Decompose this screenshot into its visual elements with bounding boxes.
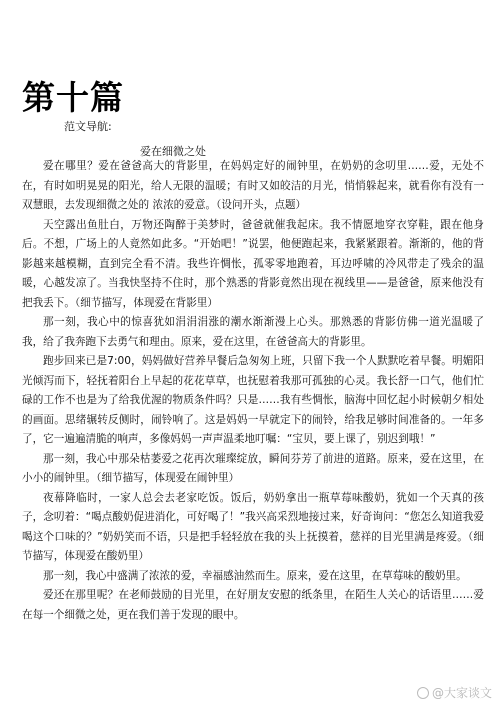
paragraph-5: 那一刻，我心中那朵枯萎爱之花再次璀璨绽放，瞬间芬芳了前进的道路。原来，爱在这里，在小小的闹钟里。（细节描写，体现爱在闹钟里） (22, 452, 484, 484)
paragraph-3: 那一刻，我心中的惊喜犹如涓涓涓涨的潮水渐渐漫上心头。那熟悉的背影仿佛一道光温暖了我，给了我奔跑下去勇气和理由。原来，爱在这里，在爸爸高大的背影里。 (22, 316, 484, 348)
watermark (417, 684, 492, 701)
essay-title: 爱在细微之处 (140, 145, 206, 158)
paragraph-6: 夜幕降临时，一家人总会去老家吃饭。饭后，奶奶拿出一瓶草莓味酸奶，犹如一个天真的孩子，念叨着：“喝点酸奶促进消化，可好喝了！”我兴高采烈地接过来，好奇询问：“您怎么知道我爱喝这个口味的？”奶奶笑而不语，只是把手轻轻放在我的头上抚摸着，慈祥的目光里满是疼爱。（细节描写，体现爱在酸奶里） (22, 491, 484, 562)
paragraph-4: 跑步回来已是7:00，妈妈做好营养早餐后急匆匆上班，只留下我一个人默默吃着早餐。明媚阳光倾泻而下，轻抚着阳台上早起的花花草草，也抚慰着我那可孤独的心灵。我长舒一口气，他们忙碌的工作不也是为了给我优渥的物质条件吗？只是……我有些惆怅，脑海中回忆起小时候朝夕相处的画面。思绪辗转反侧时，闹铃响了。这是妈妈一早就定下的闹铃，给我足够时间准备的。一年多了，它一遍遍清脆的响声，多像妈妈一声声温柔地叮嘱：“宝贝，要上课了，别迟到哦！” (22, 355, 484, 445)
essay-body (22, 157, 484, 625)
watermark-text: @大家谈文 (431, 686, 492, 700)
page-title: 第十篇 (22, 78, 124, 117)
paragraph-7: 那一刻，我心中盛满了浓浓的爱，幸福感油然而生。原来，爱在这里，在草莓味的酸奶里。 (43, 569, 467, 582)
paragraph-1: 爱在哪里？爱在爸爸高大的背影里，在妈妈定好的闹钟里，在奶奶的念叨里……爱，无处不在，有时如明晃晃的阳光，给人无限的温暖；有时又如皎洁的月光，悄悄躲起来，就看你有没有一双慧眼，去发现细微之处的 浓浓的爱意。（设问开头，点题） (22, 160, 484, 211)
paragraph-2: 天空露出鱼肚白，万物还陶醉于美梦时，爸爸就催我起床。我不情愿地穿衣穿鞋，跟在他身后。不想，广场上的人竟然如此多。“开始吧！”说罢，他便跑起来，我紧紧跟着。渐渐的，他的背影越来越模糊，直到完全看不清。我些许惆怅，孤零零地跑着，耳边呼啸的冷风带走了残余的温暖，心越发凉了。当我快坚持不住时，那个熟悉的背影竟然出现在视线里——是爸爸，原来他没有把我丢下。（细节描写，体现爱在背影里） (22, 218, 484, 309)
paragraph-8: 爱还在那里呢？在老师鼓励的目光里，在好朋友安慰的纸条里，在陌生人关心的话语里……爱在每一个细微之处，更在我们善于发现的眼中。 (22, 589, 484, 621)
watermark-logo-icon (417, 687, 429, 699)
nav-label: 范文导航: (64, 120, 112, 133)
